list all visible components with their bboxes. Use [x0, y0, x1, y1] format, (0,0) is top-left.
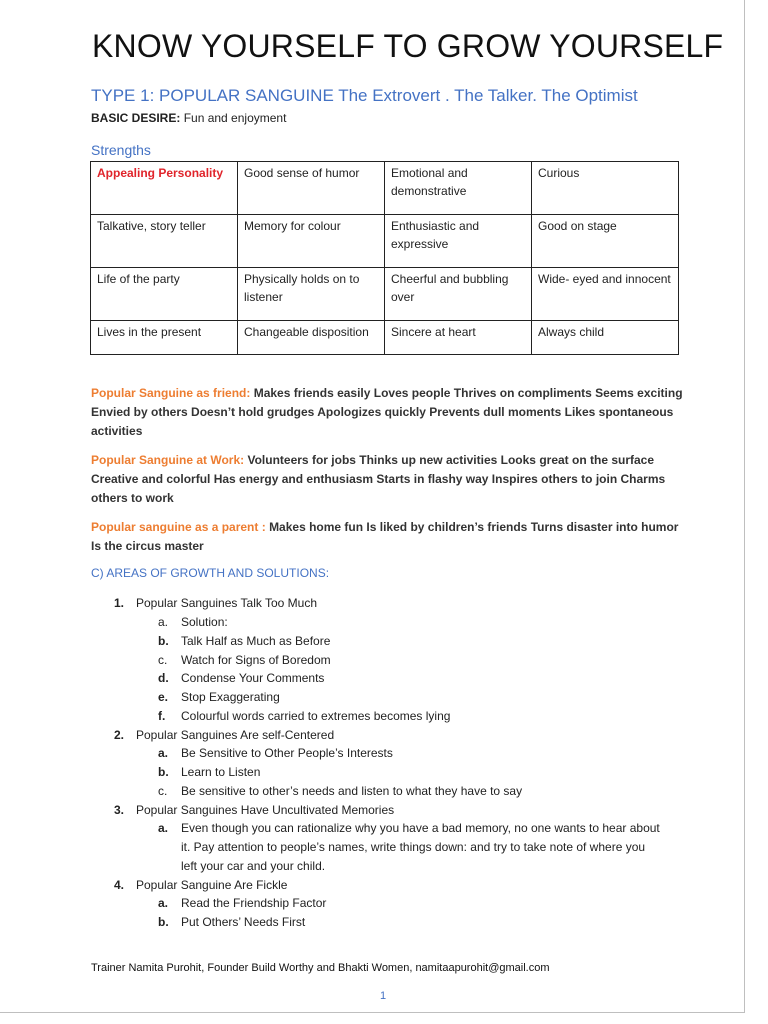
table-cell: Memory for colour: [238, 215, 385, 268]
sub-letter: f.: [158, 709, 166, 723]
table-cell: Good sense of humor: [238, 162, 385, 215]
sub-item: Read the Friendship Factor: [181, 896, 327, 910]
table-cell: Wide- eyed and innocent: [532, 268, 679, 321]
footer-credit: Trainer Namita Purohit, Founder Build Worthy and Bhakti Women, namitaapurohit@gmail.com: [91, 962, 550, 974]
document-title: KNOW YOURSELF TO GROW YOURSELF: [92, 28, 724, 64]
sub-item: Put Others’ Needs First: [181, 915, 306, 929]
table-cell: Emotional and demonstrative: [385, 162, 532, 215]
friend-body: Makes friends easily Loves people Thrives on compliments Seems exciting Envied by others Doesn’t hold grudges Apologizes quickly Prevents dull moments Likes spontaneous activities: [91, 386, 683, 438]
list-item: Popular Sanguines Talk Too Much: [136, 596, 318, 610]
parent-lead: Popular sanguine as a parent :: [91, 520, 266, 534]
table-cell: Changeable disposition: [238, 321, 385, 355]
sub-letter: e.: [158, 690, 169, 704]
strengths-table: [90, 161, 679, 355]
table-row: [91, 268, 679, 321]
sub-letter: c.: [158, 784, 168, 798]
sub-item: Talk Half as Much as Before: [181, 634, 331, 648]
sub-letter: a.: [158, 896, 169, 910]
sub-item: Solution:: [181, 615, 228, 629]
list-number: 3.: [114, 803, 125, 817]
list-item: Popular Sanguines Are self-Centered: [136, 728, 335, 742]
table-cell: Good on stage: [532, 215, 679, 268]
friend-lead: Popular Sanguine as friend:: [91, 386, 251, 400]
list-item: Popular Sanguine Are Fickle: [136, 878, 288, 892]
sub-item: Be sensitive to other’s needs and listen to what they have to say: [181, 784, 523, 798]
basic-desire: [91, 111, 286, 125]
sub-item: Even though you can rationalize why you have a bad memory, no one wants to hear about it. Pay attention to people’s names, write things down: and try to take note of where you left your car and your child.: [181, 821, 660, 873]
table-cell: Curious: [532, 162, 679, 215]
type-heading: TYPE 1: POPULAR SANGUINE The Extrovert . The Talker. The Optimist: [91, 86, 638, 105]
sub-letter: b.: [158, 634, 169, 648]
sub-letter: d.: [158, 671, 169, 685]
work-lead: Popular Sanguine at Work:: [91, 453, 245, 467]
table-cell: Sincere at heart: [385, 321, 532, 355]
table-row: [91, 215, 679, 268]
list-item: Popular Sanguines Have Uncultivated Memories: [136, 803, 395, 817]
work-paragraph: [91, 451, 691, 508]
list-number: 2.: [114, 728, 125, 742]
sub-item: Condense Your Comments: [181, 671, 325, 685]
basic-desire-label: BASIC DESIRE:: [91, 111, 181, 125]
sub-letter: b.: [158, 765, 169, 779]
sub-letter: a.: [158, 746, 169, 760]
sub-item: Watch for Signs of Boredom: [181, 653, 331, 667]
table-cell: Appealing Personality: [91, 162, 238, 215]
page-number: 1: [380, 990, 387, 1002]
table-cell: Enthusiastic and expressive: [385, 215, 532, 268]
sub-letter: a.: [158, 821, 169, 835]
table-cell: Always child: [532, 321, 679, 355]
basic-desire-value: Fun and enjoyment: [183, 111, 287, 125]
parent-paragraph: [91, 518, 691, 556]
parent-body: Makes home fun Is liked by children’s friends Turns disaster into humor Is the circus master: [91, 520, 679, 553]
sub-letter: c.: [158, 653, 168, 667]
table-cell: Cheerful and bubbling over: [385, 268, 532, 321]
sub-item: Learn to Listen: [181, 765, 261, 779]
sub-item: Stop Exaggerating: [181, 690, 280, 704]
table-cell: Lives in the present: [91, 321, 238, 355]
list-number: 4.: [114, 878, 125, 892]
sub-letter: b.: [158, 915, 169, 929]
work-body: Volunteers for jobs Thinks up new activities Looks great on the surface Creative and colorful Has energy and enthusiasm Starts in flashy way Inspires others to join Charms others to work: [91, 453, 666, 505]
friend-paragraph: [91, 384, 691, 441]
table-cell: Physically holds on to listener: [238, 268, 385, 321]
areas-heading: C) AREAS OF GROWTH AND SOLUTIONS:: [91, 566, 330, 580]
table-row: [91, 321, 679, 355]
strengths-heading: Strengths: [91, 142, 151, 158]
sub-letter: a.: [158, 615, 169, 629]
table-cell: Life of the party: [91, 268, 238, 321]
sub-item: Be Sensitive to Other People’s Interests: [181, 746, 393, 760]
table-row: [91, 162, 679, 215]
list-number: 1.: [114, 596, 125, 610]
sub-item: Colourful words carried to extremes becomes lying: [181, 709, 451, 723]
table-cell: Talkative, story teller: [91, 215, 238, 268]
